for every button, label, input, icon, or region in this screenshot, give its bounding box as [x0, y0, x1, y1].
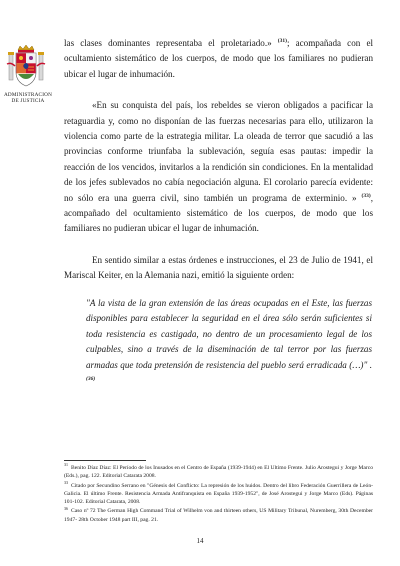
footnote-36	[64, 507, 373, 524]
coat-of-arms-emblem	[6, 44, 46, 90]
document-body	[64, 36, 373, 389]
footnotes-section	[64, 460, 373, 525]
footnote-31	[64, 464, 373, 481]
block-quote-text: "A la vista de la gran extensión de las áreas ocupadas en el Este, las fuerzas disponibles para establecer la seguridad en el área sólo serán suficientes si toda resistencia es castigada, no dentro de un procesamiento legal de los culpables, sino a través de la diseminación de tal terror por las fuerzas armadas que toda pretensión de resistencia del pueblo será erradicada (…)" .	[86, 297, 372, 371]
paragraph-2-text: «En su conquista del país, los rebeldes se vieron obligados a pacificar la retaguardia y, como no disponían de las fuerzas necesarias para ello, utilizaron la violencia como parte de la estrategia militar. La oleada de terror que sacudió a las provincias conforme triunfaba la sublevación, seguía esas pautas: impedir la reacción de los vencidos, invitarlos a la rendición sin condiciones. En la mentalidad de los jefes sublevados no cabía negociación alguna. El corolario parecía evidente: no sólo era una guerra civil, sino también un programa de exterminio. »	[64, 100, 373, 203]
paragraph-2	[64, 98, 373, 237]
footnote-number: 36	[64, 505, 68, 511]
paragraph-1-tail: ; acompañada con el ocultamiento sistemático de los cuerpos, de modo que los familiares no pudieran ubicar el lugar de inhumación.	[64, 38, 374, 79]
spain-crest-icon	[6, 44, 46, 90]
crest-label-line1: ADMINISTRACION	[3, 92, 53, 98]
footnote-ref-36[interactable]: (36)	[86, 375, 96, 382]
footnote-33	[64, 479, 373, 507]
footnote-number: 31	[64, 462, 68, 468]
footnote-text: Benito Díaz Díaz: El Período de los Inusados en el Centro de España (1939-1944) en El Ultimo Frente. Julio Arostegui y Jorge Marco (Eds.), pag. 122. Editorial Catarata 2008.	[64, 465, 373, 480]
block-quote	[86, 296, 372, 390]
crest-label-line2: DE JUSTICIA	[11, 98, 45, 104]
footnote-divider	[64, 460, 146, 461]
footnote-text: Citado por Secundino Serrano en "Génesis del Conflicto: La represión de los huidos. Dentro del libro Federación Guerrillera de León-Galicia. El último Frente. Resistencia Armada Antifranquista en España 1939-1952", de José Arostegui y Jorge Marco (Eds). Páginas 101-102. Editorial Catarata, 2008.	[64, 482, 373, 506]
footnote-ref-33[interactable]: (33)	[361, 192, 371, 199]
paragraph-1	[64, 36, 373, 82]
crest-label	[3, 92, 53, 104]
paragraph-3: En sentido similar a estas órdenes e instrucciones, el 23 de Julio de 1941, el Mariscal Keiter, en la Alemania nazi, emitió la siguiente orden:	[64, 254, 373, 281]
footnote-text: Caso nº 72 The German High Command Trial of Wilhelm von and thirteen others, US Military Tribunal, Nuremberg, 30th December 1947- 28th October 1948 part III, pag. 21.	[64, 508, 373, 523]
footnote-ref-31[interactable]: (31)	[277, 37, 287, 44]
page-number: 14	[196, 537, 204, 545]
paragraph-2-tail: , acompañado del ocultamiento sistemático de los cuerpos, de modo que los familiares no pudieran ubicar el lugar de inhumación.	[64, 192, 373, 234]
paragraph-1-text: las clases dominantes representaba el proletariado.»	[64, 38, 278, 48]
footnote-number: 33	[64, 479, 68, 485]
